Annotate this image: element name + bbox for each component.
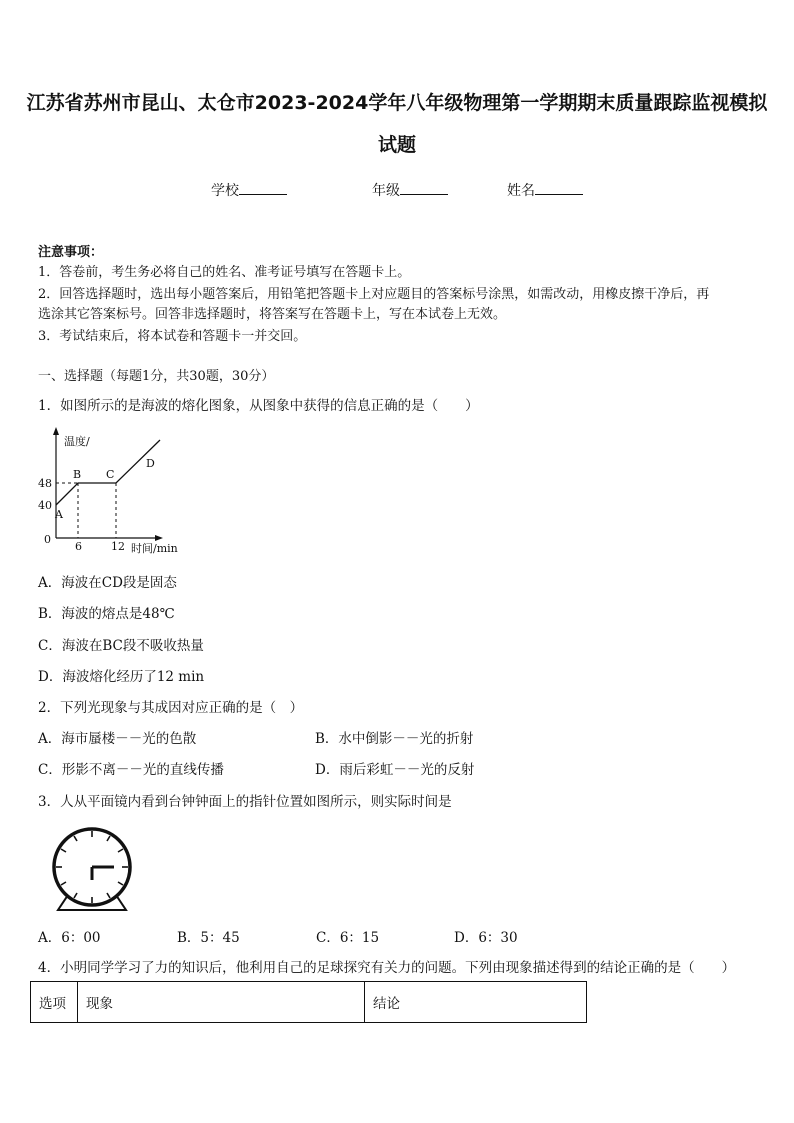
y-tick-48: 48 bbox=[38, 477, 52, 490]
grade-label: 年级 bbox=[372, 183, 400, 199]
x-tick-12: 12 bbox=[111, 540, 125, 553]
q1-option-b[interactable]: B．海波的熔点是48℃ bbox=[38, 606, 175, 622]
q1-option-c[interactable]: C．海波在BC段不吸收热量 bbox=[38, 638, 204, 654]
notice-item-2-cont: 选涂其它答案标号。回答非选择题时，将答案写在答题卡上，写在本试卷上无效。 bbox=[38, 307, 507, 322]
mirror-clock-figure bbox=[50, 824, 134, 912]
y-axis-arrow bbox=[53, 427, 59, 435]
exam-title-line1: 江苏省苏州市昆山、太仓市2023-2024学年八年级物理第一学期期末质量跟踪监视模拟 bbox=[26, 92, 768, 114]
grade-field[interactable] bbox=[372, 180, 448, 200]
q1-option-d[interactable]: D．海波熔化经历了12 min bbox=[38, 669, 205, 685]
point-c-label: C bbox=[106, 468, 115, 481]
name-field[interactable] bbox=[507, 180, 583, 200]
q3-option-a[interactable]: A．6：00 bbox=[38, 930, 101, 946]
q3-option-b[interactable]: B．5：45 bbox=[177, 930, 240, 946]
q3-option-d[interactable]: D．6：30 bbox=[454, 930, 518, 946]
q2-option-c[interactable]: C．形影不离－－光的直线传播 bbox=[38, 762, 224, 778]
q4-table-header-row bbox=[31, 982, 587, 1023]
q2-stem: 2．下列光现象与其成因对应正确的是（ ） bbox=[38, 700, 304, 716]
q4-col-phenomenon: 现象 bbox=[78, 982, 365, 1023]
x-axis-label: 时间/min bbox=[131, 542, 178, 555]
q2-option-d[interactable]: D．雨后彩虹－－光的反射 bbox=[315, 762, 475, 778]
q1-stem: 1．如图所示的是海波的熔化图象，从图象中获得的信息正确的是（ ） bbox=[38, 398, 479, 414]
school-blank[interactable] bbox=[239, 180, 287, 195]
exam-title-line2: 试题 bbox=[377, 134, 416, 156]
q4-col-option: 选项 bbox=[31, 982, 78, 1023]
x-axis-arrow bbox=[155, 535, 163, 541]
q2-option-b[interactable]: B．水中倒影－－光的折射 bbox=[315, 731, 474, 747]
q4-stem: 4．小明同学学习了力的知识后，他利用自己的足球探究有关力的问题。下列由现象描述得到的结论正确的是（ ） bbox=[38, 960, 736, 976]
notice-item-1: 1．答卷前，考生务必将自己的姓名、准考证号填写在答题卡上。 bbox=[38, 265, 411, 280]
school-field[interactable] bbox=[211, 180, 287, 200]
q3-option-c[interactable]: C．6：15 bbox=[316, 930, 380, 946]
q4-table bbox=[30, 981, 587, 1023]
name-blank[interactable] bbox=[535, 180, 583, 195]
point-b-label: B bbox=[73, 468, 82, 481]
melting-graph bbox=[36, 426, 196, 560]
notice-item-2: 2．回答选择题时，选出每小题答案后，用铅笔把答题卡上对应题目的答案标号涂黑，如需改动，用橡皮擦干净后，再 bbox=[38, 287, 710, 302]
y-axis-label: 温度/ bbox=[64, 435, 90, 448]
point-d-label: D bbox=[146, 457, 155, 470]
q4-col-conclusion: 结论 bbox=[365, 982, 587, 1023]
q2-option-a[interactable]: A．海市蜃楼－－光的色散 bbox=[38, 731, 197, 747]
x-tick-6: 6 bbox=[75, 540, 82, 553]
x-tick-0: 0 bbox=[44, 533, 51, 546]
section-title: 一、选择题（每题1分，共30题，30分） bbox=[38, 369, 275, 384]
grade-blank[interactable] bbox=[400, 180, 448, 195]
notice-title: 注意事项： bbox=[38, 245, 104, 260]
point-a-label: A bbox=[55, 508, 63, 521]
q3-stem: 3．人从平面镜内看到台钟钟面上的指针位置如图所示，则实际时间是 bbox=[38, 794, 452, 810]
y-tick-40: 40 bbox=[38, 499, 52, 512]
name-label: 姓名 bbox=[507, 183, 535, 199]
q1-option-a[interactable]: A．海波在CD段是固态 bbox=[38, 575, 177, 591]
school-label: 学校 bbox=[211, 183, 239, 199]
notice-item-3: 3．考试结束后，将本试卷和答题卡一并交回。 bbox=[38, 329, 307, 344]
